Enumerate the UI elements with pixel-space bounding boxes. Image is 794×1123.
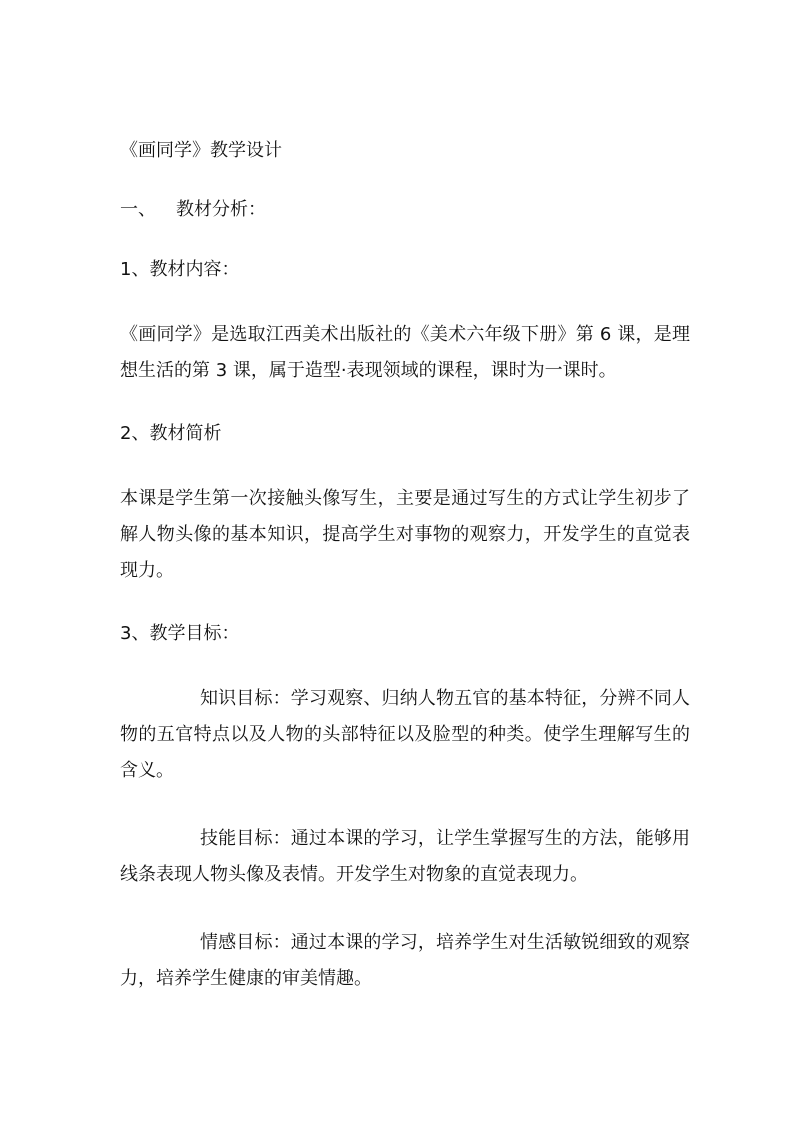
- item-heading-analysis: 2、教材简析: [120, 423, 222, 444]
- goal-emotion: 情感目标：通过本课的学习，培养学生对生活敏锐细致的观察力，培养学生健康的审美情趣。: [120, 932, 690, 989]
- section-heading: [120, 197, 690, 223]
- document-title: 《画同学》教学设计: [120, 140, 282, 161]
- document-body: [120, 138, 690, 1029]
- item-heading-goals: 3、教学目标：: [120, 623, 240, 644]
- item-heading-content: 1、教材内容：: [120, 259, 240, 280]
- goal-knowledge: 知识目标：学习观察、归纳人物五官的基本特征，分辨不同人物的五官特点以及人物的头部特征以及脸型的种类。使学生理解写生的含义。: [120, 688, 690, 781]
- item-text-analysis: 本课是学生第一次接触头像写生，主要是通过写生的方式让学生初步了解人物头像的基本知识，提高学生对事物的观察力，开发学生的直觉表现力。: [120, 488, 690, 581]
- goal-skill: 技能目标：通过本课的学习，让学生掌握写生的方法，能够用线条表现人物头像及表情。开发学生对物象的直觉表现力。: [120, 828, 690, 885]
- item-text-content: 《画同学》是选取江西美术出版社的《美术六年级下册》第 6 课，是理想生活的第 3 课，属于造型·表现领域的课程，课时为一课时。: [120, 324, 690, 381]
- section-label: 教材分析：: [176, 199, 266, 220]
- section-number: 一、: [120, 199, 156, 220]
